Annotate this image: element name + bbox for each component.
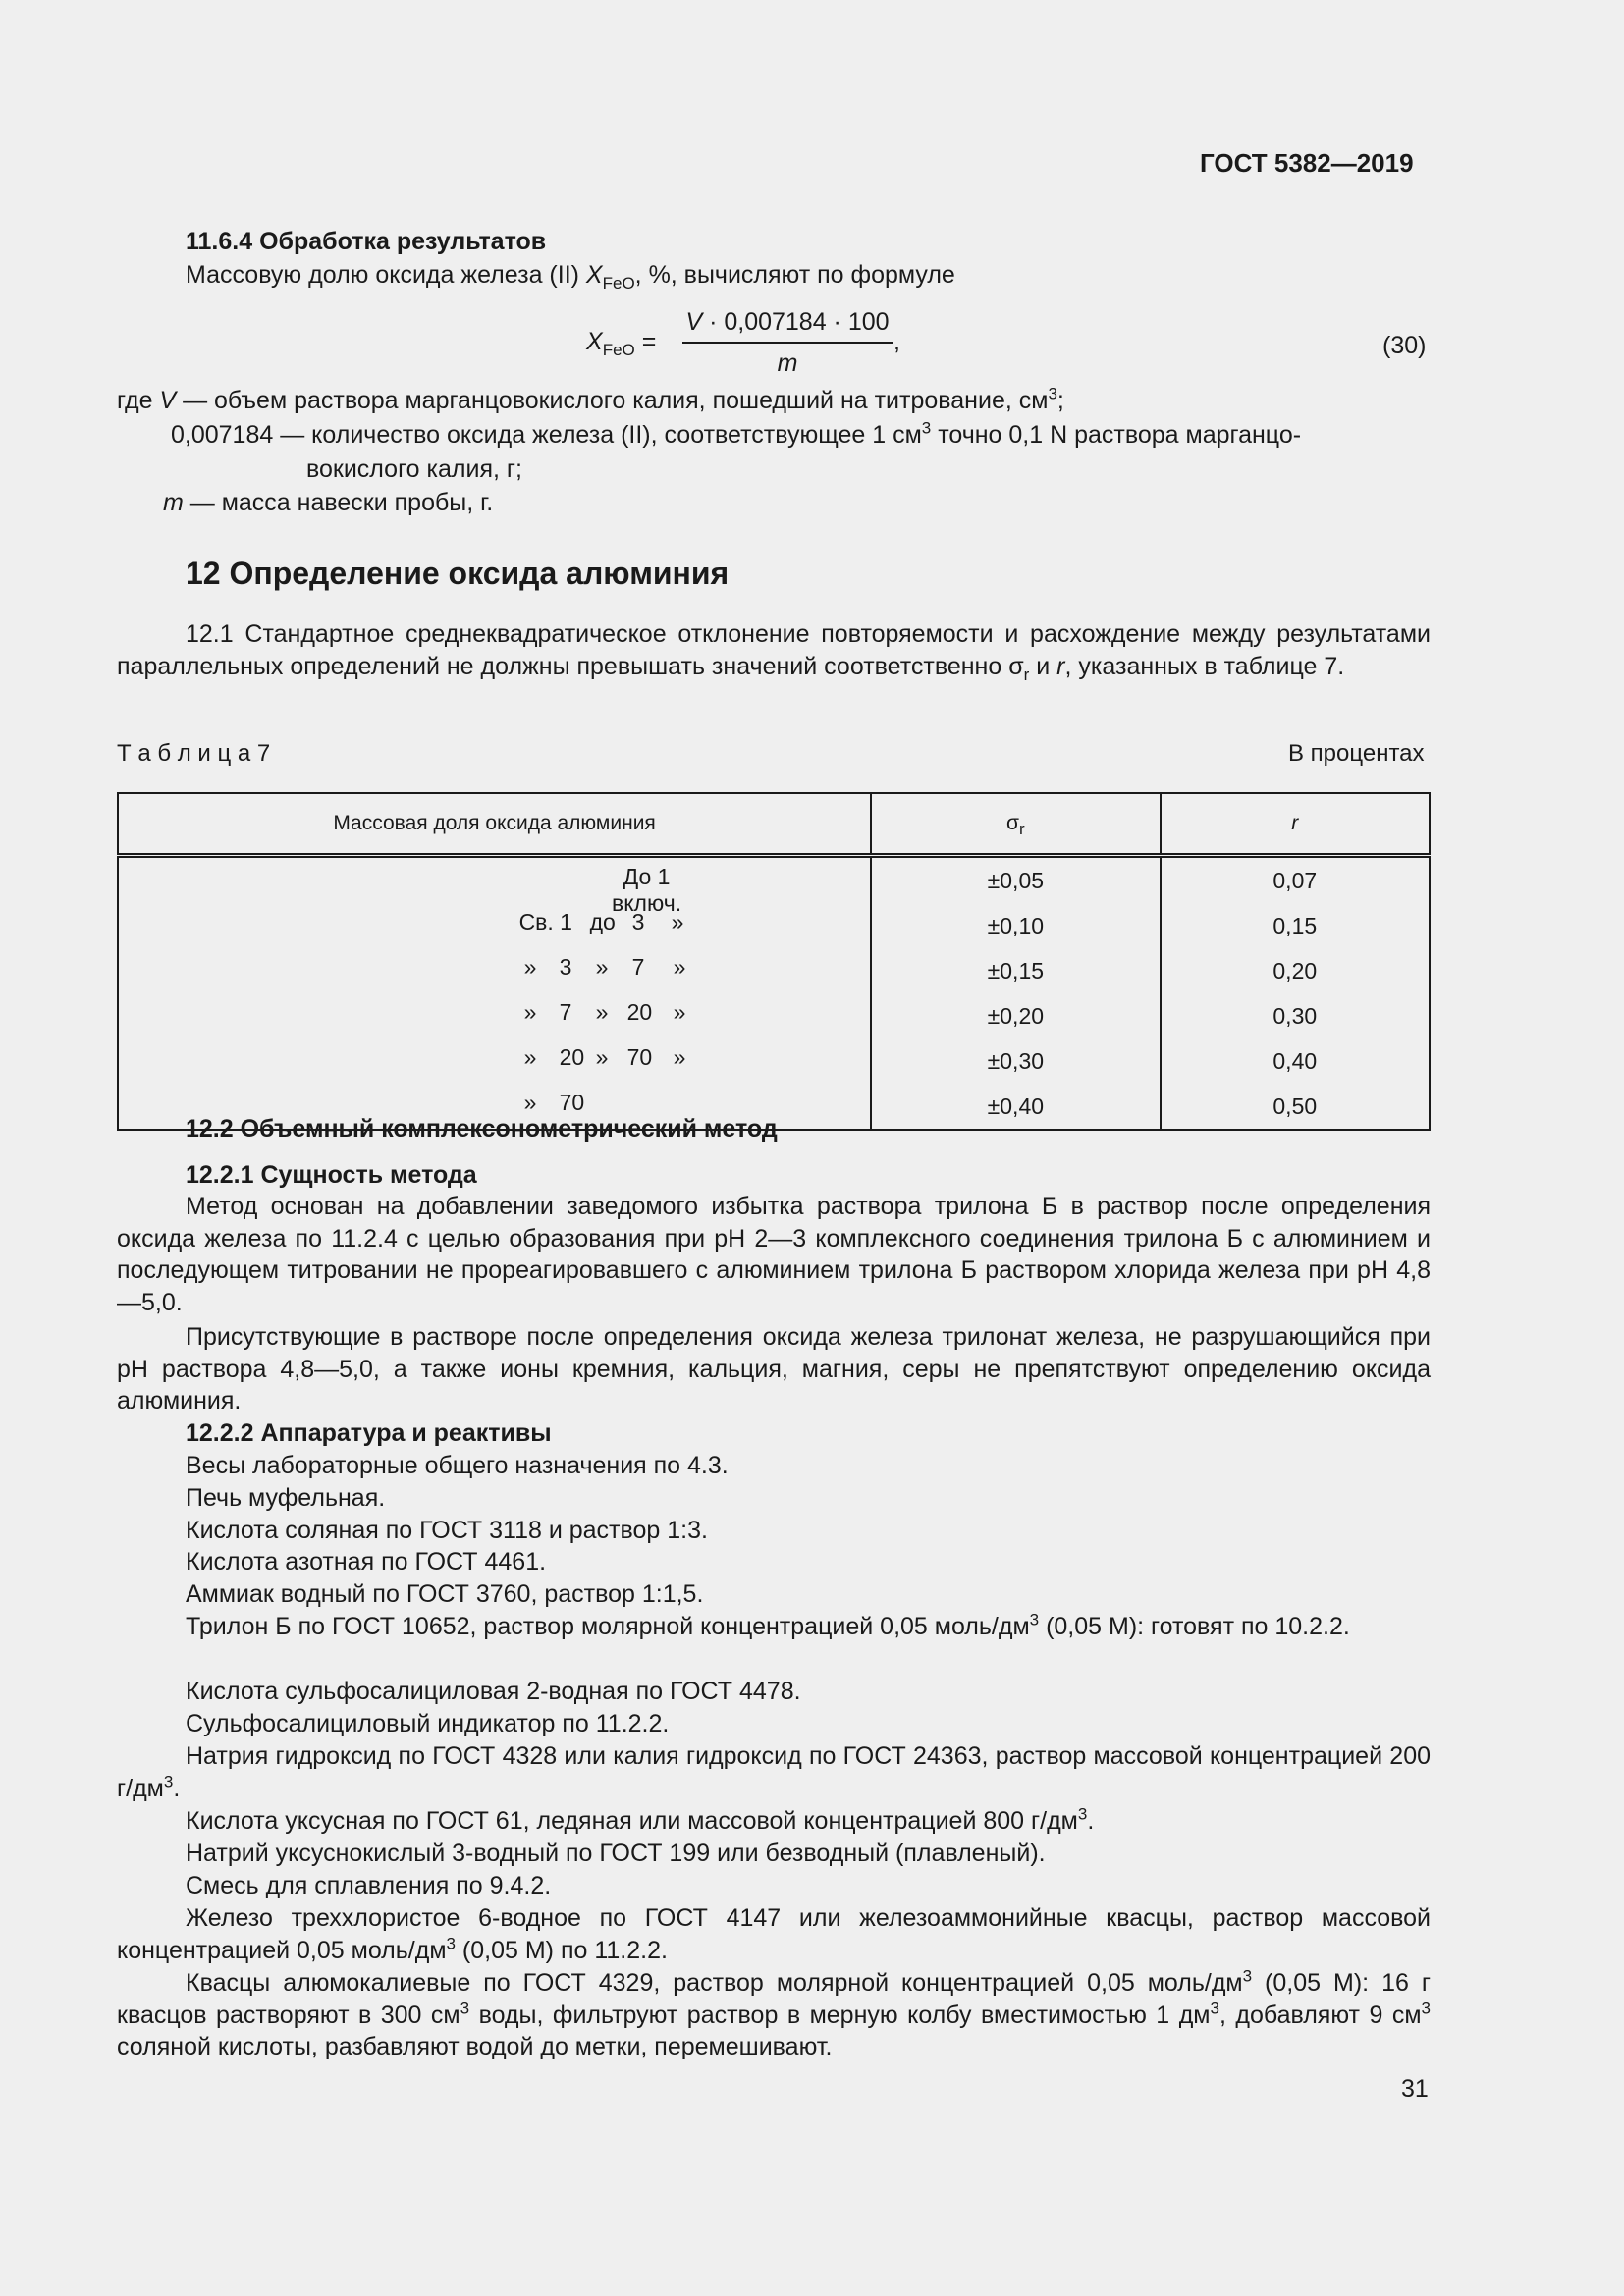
where-line-2: 0,007184 — количество оксида железа (II), соответствующее 1 $см^3$ точно 0,1 N раствора марганцо-: [171, 418, 1302, 449]
reagent-item: Весы лабораторные общего назначения по 4.3.: [186, 1452, 729, 1479]
document-header: ГОСТ 5382—2019: [1200, 148, 1414, 178]
table-header-mass-fraction: Массовая доля оксида алюминия: [118, 793, 871, 856]
table-row: Св. 1 до 3 » ±0,10 0,15: [118, 903, 1430, 948]
formula-number: (30): [1382, 332, 1427, 359]
reagent-item: Сульфосалициловый индикатор по 11.2.2.: [186, 1710, 670, 1737]
formula-comma: ,: [893, 328, 900, 355]
table-row: » 20 » 70 » ±0,30 0,40: [118, 1039, 1430, 1084]
paragraph-12-1: 12.1 Стандартное среднеквадратическое отклонение повторяемости и расхождение между результатами параллельных определений не должны превышать значений соответственно $\sigma_r$ и r, указанных в таблице 7.: [117, 620, 1431, 684]
paragraph-12-2-1-a: Метод основан на добавлении заведомого избытка раствора трилона Б в раствор после определения оксида железа по 11.2.4 с целью образования при pH 2—3 комплексного соединения трилона Б с алюминием и последующем титровании не прореагировавшего с алюминием трилона Б раствором хлорида железа при pH 4,8—5,0.: [117, 1193, 1431, 1316]
where-line-1: где V — объем раствора марганцовокислого калия, пошедший на титрование, $см^3$;: [117, 384, 1064, 414]
where-line-3: m — масса навески пробы, г.: [163, 489, 494, 516]
paragraph-12-2-1-b: Присутствующие в растворе после определения оксида железа трилонат железа, не разрушающийся при pH раствора 4,8—5,0, а также ионы кремния, кальция, магния, серы не препятствуют определению оксида алюминия.: [117, 1323, 1431, 1415]
table-row: До 1 включ. ±0,05 0,07: [118, 856, 1430, 904]
section-12-2-title: 12.2 Объемный комплексонометрический метод: [186, 1115, 778, 1143]
reagent-item: Кислота соляная по ГОСТ 3118 и раствор 1:3.: [186, 1517, 708, 1544]
table-row: » 70 ±0,40 0,50: [118, 1084, 1430, 1130]
formula-denominator: m: [777, 349, 798, 377]
section-12-2-1-title: 12.2.1 Сущность метода: [186, 1161, 477, 1189]
table-header-row: [118, 793, 1430, 856]
table-row: » 3 » 7 » ±0,15 0,20: [118, 948, 1430, 993]
reagent-item: Натрия гидроксид по ГОСТ 4328 или калия гидроксид по ГОСТ 24363, раствор массовой концентрацией 200 $г/дм^3$.: [117, 1742, 1431, 1802]
table-7-units: В процентах: [1288, 740, 1425, 767]
section-11-6-4-intro: Массовую долю оксида железа (II) $X_{FeO}$, %, вычисляют по формуле: [186, 261, 955, 293]
table-header-r: r: [1161, 793, 1430, 856]
reagent-item: Натрий уксуснокислый 3-водный по ГОСТ 199 или безводный (плавленый).: [186, 1840, 1046, 1867]
table-7-caption: Т а б л и ц а 7: [117, 740, 271, 767]
reagent-item: Железо треххлористое 6-водное по ГОСТ 4147 или железоаммонийные квасцы, раствор массовой концентрацией 0,05 моль/$дм^3$ (0,05 М) по 11.2.2.: [117, 1904, 1431, 1964]
section-11-6-4-title: 11.6.4 Обработка результатов: [186, 228, 547, 255]
section-12-title: 12 Определение оксида алюминия: [186, 556, 730, 591]
table-7: [117, 792, 1431, 1131]
where-line-2-cont: вокислого калия, г;: [306, 455, 522, 483]
formula-fraction-line: [682, 342, 893, 344]
reagent-item: Печь муфельная.: [186, 1484, 386, 1512]
reagent-item: Кислота азотная по ГОСТ 4461.: [186, 1548, 547, 1575]
table-row: » 7 » 20 » ±0,20 0,30: [118, 993, 1430, 1039]
reagent-item: Квасцы алюмокалиевые по ГОСТ 4329, раствор молярной концентрацией 0,05 моль/$дм^3$ (0,05 М): 16 г квасцов растворяют в 300 $см^3$ воды, фильтруют раствор в мерную колбу вместимостью 1 $дм^3$, добавляют 9 $см^3$ соляной кислоты, разбавляют водой до метки, перемешивают.: [117, 1966, 1431, 2060]
section-12-2-2-title: 12.2.2 Аппаратура и реактивы: [186, 1419, 552, 1447]
table-header-sigma: $\sigma_r$: [871, 793, 1160, 856]
reagent-item: Аммиак водный по ГОСТ 3760, раствор 1:1,5.: [186, 1580, 704, 1608]
formula-numerator: V · 0,007184 · 100: [685, 308, 890, 336]
reagent-item: Трилон Б по ГОСТ 10652, раствор молярной концентрацией 0,05 моль/$дм^3$ (0,05 М): готовят по 10.2.2.: [186, 1610, 1350, 1640]
reagent-item: Смесь для сплавления по 9.4.2.: [186, 1872, 552, 1899]
reagent-item: Кислота сульфосалициловая 2-водная по ГОСТ 4478.: [186, 1678, 801, 1705]
formula-lhs: $X_{FeO}$ =: [586, 328, 657, 359]
page-number: 31: [1401, 2075, 1429, 2103]
reagent-item: Кислота уксусная по ГОСТ 61, ледяная или массовой концентрацией 800 $г/дм^3$.: [186, 1804, 1095, 1835]
